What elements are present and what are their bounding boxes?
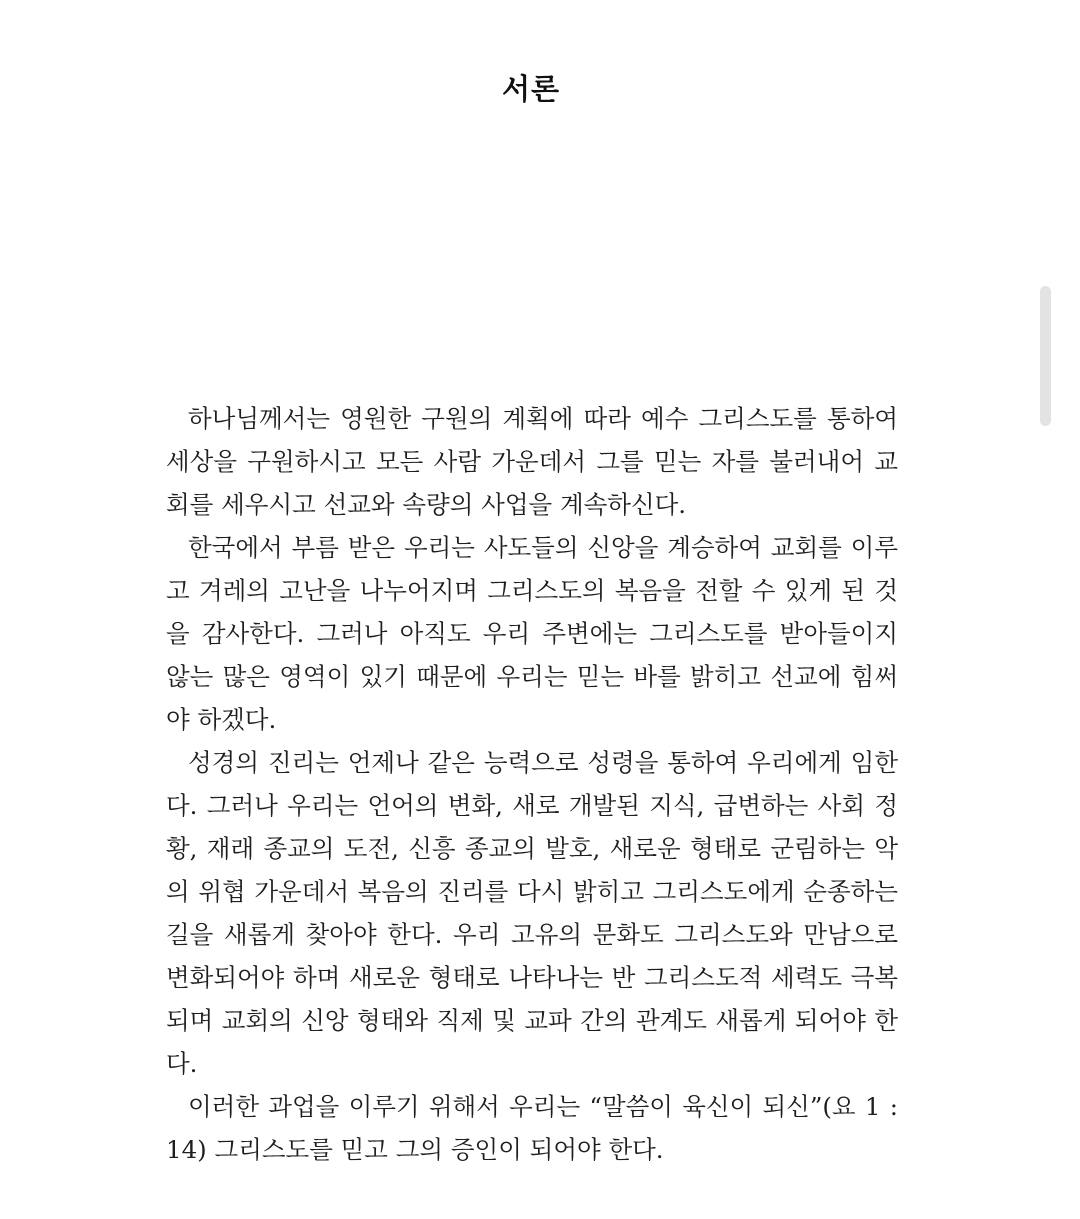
paragraph-2: 한국에서 부름 받은 우리는 사도들의 신앙을 계승하여 교회를 이루고 겨레의 고난을 나누어지며 그리스도의 복음을 전할 수 있게 된 것을 감사한다. 그러나 아직도 우리 주변에는 그리스도를 받아들이지 않는 많은 영역이 있기 때문에 우리는 믿는 바를 밝히고 선교에 힘써야 하겠다. <box>166 533 898 734</box>
paragraph-3: 성경의 진리는 언제나 같은 능력으로 성령을 통하여 우리에게 임한다. 그러나 우리는 언어의 변화, 새로 개발된 지식, 급변하는 사회 정황, 재래 종교의 도전, 신흥 종교의 발호, 새로운 형태로 군림하는 악의 위협 가운데서 복음의 진리를 다시 밝히고 그리스도에게 순종하는 길을 새롭게 찾아야 한다. 우리 고유의 문화도 그리스도와 만남으로 변화되어야 하며 새로운 형태로 나타나는 반 그리스도적 세력도 극복되며 교회의 신앙 형태와 직제 및 교파 간의 관계도 새롭게 되어야 한다. <box>166 748 898 1078</box>
page-title: 서론 <box>501 72 561 107</box>
paragraph-1: 하나님께서는 영원한 구원의 계획에 따라 예수 그리스도를 통하여 세상을 구원하시고 모든 사람 가운데서 그를 믿는 자를 불러내어 교회를 세우시고 선교와 속량의 사업을 계속하신다. <box>166 404 898 519</box>
scrollbar-thumb[interactable] <box>1040 286 1051 426</box>
body-text <box>166 397 898 1171</box>
paragraph-4: 이러한 과업을 이루기 위해서 우리는 “말씀이 육신이 되신”(요 1 : 14) 그리스도를 믿고 그의 증인이 되어야 한다. <box>166 1092 898 1164</box>
